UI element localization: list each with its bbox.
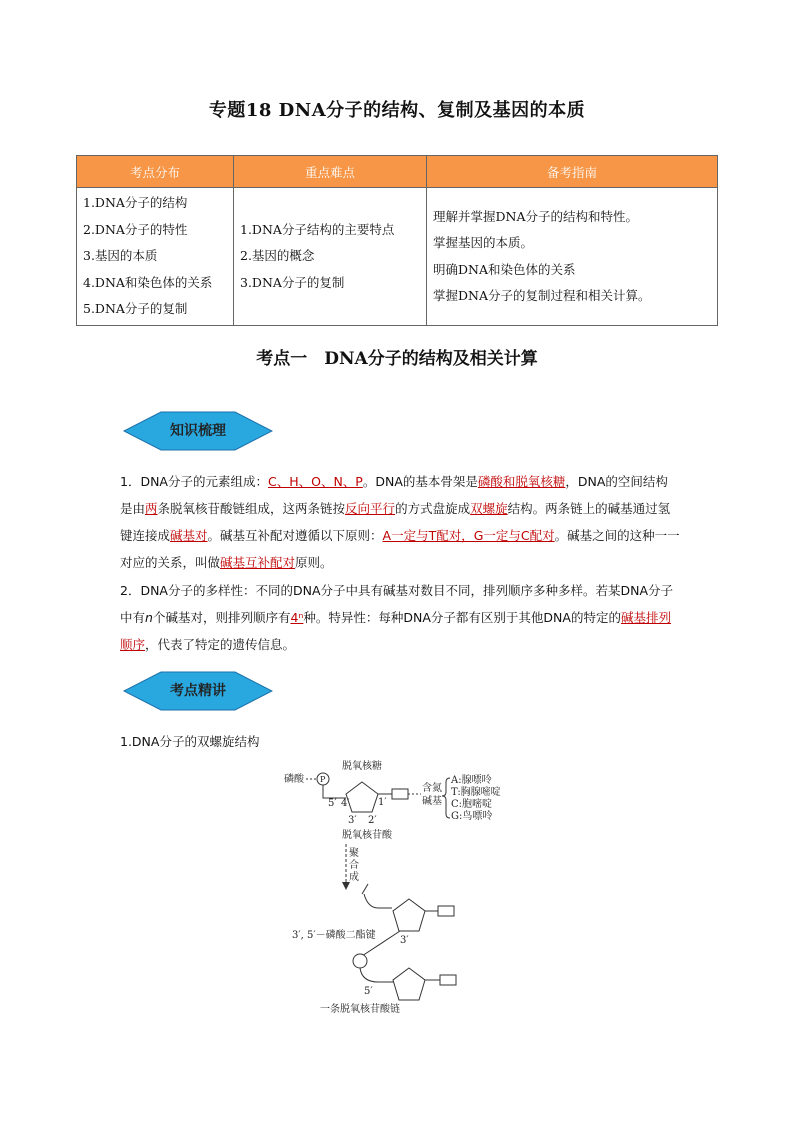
text: 结构。两条链上的碱基通过氢键连接成 (120, 501, 671, 543)
overview-table (76, 155, 718, 326)
base-rect (440, 975, 456, 985)
carbon-5-label: 5′ (364, 986, 373, 997)
pentose-ring (393, 899, 425, 931)
exam-point: 5.DNA分子的复制 (83, 301, 188, 317)
paragraph-2 (120, 577, 680, 658)
text: 1．DNA分子的元素组成： (120, 474, 268, 489)
carbon-2-label: 2′ (368, 815, 377, 826)
key-difficulties-cell (234, 188, 427, 326)
text: 条脱氧核苷酸链组成，这两条链按 (157, 501, 346, 516)
paragraph-1 (120, 468, 680, 576)
pentose-ring (346, 782, 378, 812)
section-title: 考点一 DNA分子的结构及相关计算 (256, 349, 538, 369)
exam-point: 1.DNA分子的结构 (83, 195, 188, 211)
knowledge-badge-label: 知识梳理 (170, 423, 226, 439)
sugar-label: 脱氧核糖 (342, 761, 382, 772)
study-guide-cell (427, 188, 718, 326)
carbon-3-label: 3′ (400, 935, 409, 946)
header-key-difficulties: 重点难点 (234, 156, 427, 188)
text: 个碱基对，则排列顺序有 (152, 610, 291, 625)
header-study-guide: 备考指南 (427, 156, 718, 188)
bond-line (360, 968, 394, 982)
exam-point: 3.基因的本质 (83, 248, 158, 264)
key-difficulty: 2.基因的概念 (240, 248, 315, 264)
bond-line (362, 884, 368, 894)
answer: 两 (145, 501, 158, 516)
phosphate-circle (353, 954, 367, 968)
variable-n: n (145, 610, 153, 625)
text: ，DNA的空间结构是由 (120, 474, 668, 516)
text: 原则。 (295, 555, 333, 570)
lecture-badge (123, 671, 273, 711)
phosphate-symbol: P (320, 775, 326, 784)
base-label: 碱基 (422, 796, 442, 807)
text: 。碱基互补配对遵循以下原则： (207, 528, 383, 543)
sub-heading: 1.DNA分子的双螺旋结构 (120, 734, 260, 749)
base-label: 含氮 (422, 783, 442, 794)
study-guide-item: 掌握基因的本质。 (433, 235, 534, 250)
answer: 碱基排列顺序 (120, 610, 671, 652)
answer: 4ⁿ (290, 610, 304, 625)
text: 种。特异性：每种DNA分子都有区别于其他DNA的特定的 (303, 610, 621, 625)
base-a-label: A:腺嘌呤 (451, 775, 492, 786)
study-guide-item: 明确DNA和染色体的关系 (433, 261, 576, 277)
knowledge-badge (123, 411, 273, 451)
exam-points-cell (77, 188, 234, 326)
carbon-3-label: 3′ (348, 815, 357, 826)
text: 。碱基之间的这种一一对应的关系，叫做 (120, 528, 680, 570)
dna-structure-diagram (282, 756, 512, 1018)
carbon-1-label: 1′ (378, 797, 387, 808)
base-t-label: T:胸腺嘧啶 (451, 787, 501, 798)
answer: 双螺旋 (470, 501, 508, 516)
polymerize-label: 成 (349, 872, 359, 883)
key-difficulty: 3.DNA分子的复制 (240, 274, 345, 290)
exam-point: 4.DNA和染色体的关系 (83, 274, 213, 290)
brace (442, 778, 450, 818)
answer: 碱基互补配对 (220, 555, 296, 570)
answer: 磷酸和脱氧核糖 (477, 474, 566, 489)
answer: C、H、O、N、P (267, 474, 363, 489)
chain-label: 一条脱氧核苷酸链 (320, 1004, 400, 1015)
text: 2．DNA分子的多样性：不同的DNA分子中具有碱基对数目不同，排列顺序多种多样。若某DNA分子中有 (120, 583, 674, 625)
exam-point: 2.DNA分子的特性 (83, 221, 188, 237)
phosphate-label: 磷酸 (284, 774, 304, 785)
text: 。DNA的基本骨架是 (362, 474, 478, 489)
nucleotide-label: 脱氧核苷酸 (342, 830, 392, 841)
key-difficulty: 1.DNA分子结构的主要特点 (240, 221, 395, 237)
answer: 碱基对 (170, 528, 208, 543)
header-exam-points: 考点分布 (77, 156, 234, 188)
answer: A一定与T配对，G一定与C配对 (382, 528, 555, 543)
base-rect (392, 789, 408, 799)
text: ，代表了特定的遗传信息。 (145, 637, 296, 652)
bond-line (364, 894, 392, 908)
base-g-label: G:鸟嘌呤 (451, 811, 493, 822)
base-c-label: C:胞嘧啶 (451, 799, 493, 810)
study-guide-item: 掌握DNA分子的复制过程和相关计算。 (433, 288, 651, 303)
lecture-badge-label: 考点精讲 (170, 683, 226, 699)
page-title: 专题18 DNA分子的结构、复制及基因的本质 (208, 100, 586, 121)
answer: 反向平行 (345, 501, 396, 516)
carbon-4-label: 4′ (341, 798, 350, 809)
arrow-head (342, 882, 350, 890)
study-guide-item: 理解并掌握DNA分子的结构和特性。 (433, 208, 638, 224)
pentose-ring (393, 968, 425, 1000)
polymerize-label: 聚 (349, 848, 359, 859)
phosphodiester-bond-label: 3′, 5′－磷酸二酯键 (292, 930, 376, 941)
bond-line (323, 785, 346, 798)
polymerize-label: 合 (349, 860, 359, 871)
carbon-5-label: 5′ (328, 798, 337, 809)
base-rect (438, 906, 454, 916)
text: 的方式盘旋成 (395, 501, 471, 516)
